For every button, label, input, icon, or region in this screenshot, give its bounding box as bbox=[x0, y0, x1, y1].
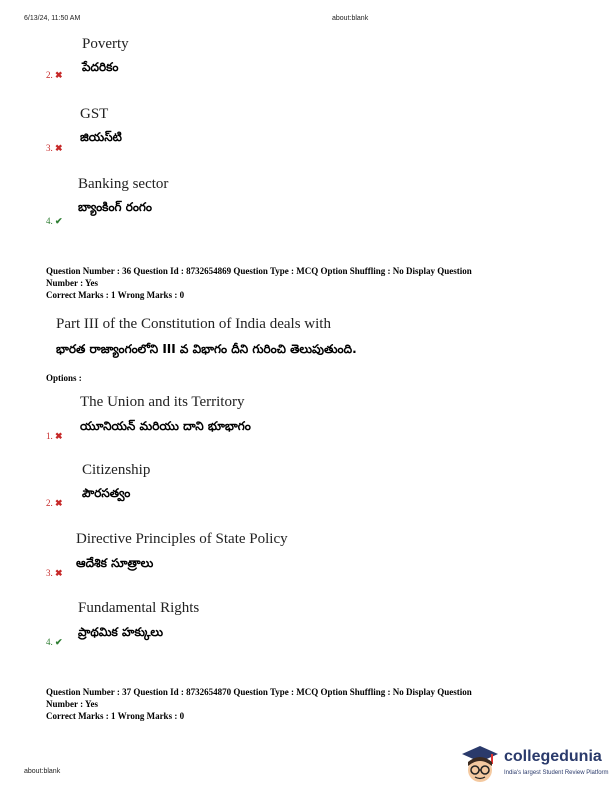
wrong-mark-icon: ✖ bbox=[55, 431, 63, 441]
wrong-mark-icon: ✖ bbox=[55, 143, 63, 153]
logo-tagline: India's largest Student Review Platform bbox=[504, 770, 609, 776]
option-text-te: జియస్‌టి bbox=[80, 130, 122, 144]
print-datetime: 6/13/24, 11:50 AM bbox=[24, 15, 81, 22]
collegedunia-logo bbox=[458, 742, 610, 788]
option-text-te: ప్రాథమిక హక్కులు bbox=[78, 625, 163, 639]
print-footer-url: about:blank bbox=[24, 768, 61, 775]
option-text-en: Citizenship bbox=[82, 462, 151, 478]
option-text-te: పౌరసత్వం bbox=[82, 486, 131, 500]
question-text-te: భారత రాజ్యాంగంలోని III వ విభాగం దీని గురించి తెలుపుతుంది. bbox=[56, 342, 357, 356]
question-meta: Question Number : 36 Question Id : 8732654869 Question Type : MCQ Option Shuffling : No Display Question Number : Yes Correct Marks : 1 Wrong Marks : 0 bbox=[46, 266, 472, 300]
option-text-te: ఆదేశిక సూత్రాలు bbox=[76, 556, 154, 570]
option-number: 2. ✖ bbox=[46, 70, 63, 80]
print-url: about:blank bbox=[332, 15, 369, 22]
option-number: 4. ✔ bbox=[46, 216, 63, 226]
option-number: 4. ✔ bbox=[46, 637, 63, 647]
option-number: 2. ✖ bbox=[46, 498, 63, 508]
option-text-en: GST bbox=[80, 106, 109, 122]
option-text-te: బ్యాంకింగ్ రంగం bbox=[78, 200, 152, 214]
option-text-te: పేదరికం bbox=[82, 60, 119, 74]
wrong-mark-icon: ✖ bbox=[55, 568, 63, 578]
option-text-te: యూనియన్ మరియు దాని భూభాగం bbox=[80, 419, 251, 433]
check-mark-icon: ✔ bbox=[55, 637, 63, 647]
logo-name: collegedunia bbox=[504, 748, 602, 765]
mascot-icon bbox=[458, 742, 502, 788]
option-text-en: Directive Principles of State Policy bbox=[76, 531, 288, 547]
check-mark-icon: ✔ bbox=[55, 216, 63, 226]
option-number: 1. ✖ bbox=[46, 431, 63, 441]
option-number: 3. ✖ bbox=[46, 143, 63, 153]
option-text-en: Poverty bbox=[82, 36, 129, 52]
option-number: 3. ✖ bbox=[46, 568, 63, 578]
options-label: Options : bbox=[46, 373, 82, 383]
option-text-en: Fundamental Rights bbox=[78, 600, 200, 616]
wrong-mark-icon: ✖ bbox=[55, 498, 63, 508]
option-text-en: Banking sector bbox=[78, 176, 169, 192]
wrong-mark-icon: ✖ bbox=[55, 70, 63, 80]
question-text-en: Part III of the Constitution of India deals with bbox=[56, 316, 331, 332]
option-text-en: The Union and its Territory bbox=[80, 394, 245, 410]
question-meta: Question Number : 37 Question Id : 8732654870 Question Type : MCQ Option Shuffling : No Display Question Number : Yes Correct Marks : 1 Wrong Marks : 0 bbox=[46, 687, 472, 721]
